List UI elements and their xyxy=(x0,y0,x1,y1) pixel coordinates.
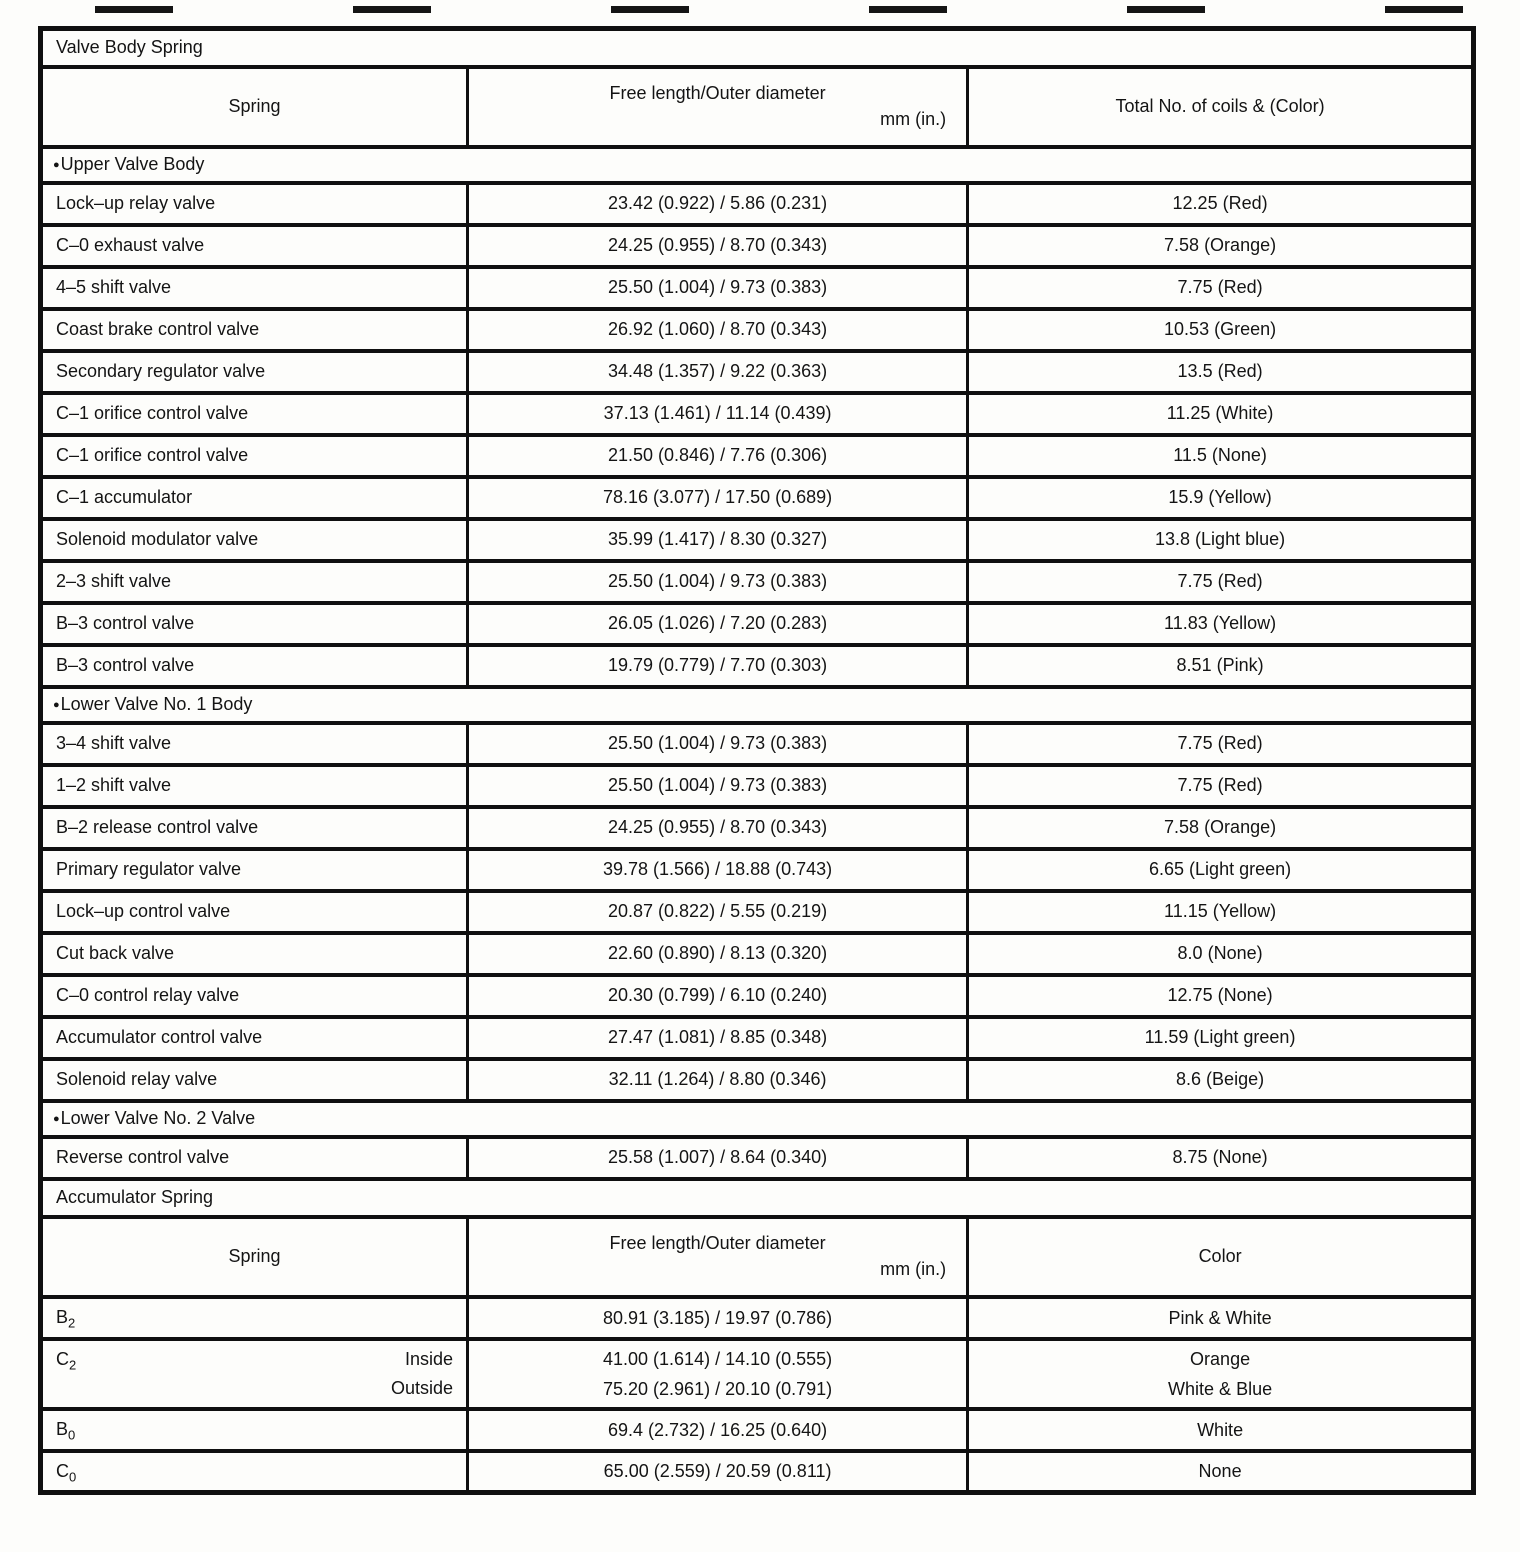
coils-color-value: 11.59 (Light green) xyxy=(968,1017,1474,1059)
accumulator-table-title: Accumulator Spring xyxy=(41,1179,1474,1217)
spring-name: Solenoid relay valve xyxy=(41,1059,468,1101)
table-row xyxy=(41,765,1474,807)
dimension-value: 75.20 (2.961) / 20.10 (0.791) xyxy=(603,1378,833,1399)
dimension-value: 22.60 (0.890) / 8.13 (0.320) xyxy=(468,933,968,975)
position-label: Outside xyxy=(390,1377,454,1398)
spring-name-cell xyxy=(41,1339,468,1409)
spring-name: 4–5 shift valve xyxy=(41,267,468,309)
table-row xyxy=(41,645,1474,687)
dimension-value: 21.50 (0.846) / 7.76 (0.306) xyxy=(468,435,968,477)
spring-letter: B xyxy=(56,1419,69,1440)
dimension-value: 35.99 (1.417) / 8.30 (0.327) xyxy=(468,519,968,561)
spring-name: C–1 orifice control valve xyxy=(41,435,468,477)
coils-color-value: 11.15 (Yellow) xyxy=(968,891,1474,933)
dimension-value: 37.13 (1.461) / 11.14 (0.439) xyxy=(468,393,968,435)
coils-color-value: 11.25 (White) xyxy=(968,393,1474,435)
header-dimension xyxy=(468,67,968,147)
section-header-row xyxy=(41,147,1474,183)
dimension-value: 26.05 (1.026) / 7.20 (0.283) xyxy=(468,603,968,645)
table-row xyxy=(41,849,1474,891)
spring-letter: C xyxy=(56,1348,69,1369)
valve-table-title: Valve Body Spring xyxy=(41,29,1474,67)
document-page xyxy=(38,26,1476,1495)
spring-name: Cut back valve xyxy=(41,933,468,975)
spring-name: 2–3 shift valve xyxy=(41,561,468,603)
dimension-value: 80.91 (3.185) / 19.97 (0.786) xyxy=(603,1307,833,1328)
position-labels xyxy=(391,1341,453,1407)
spring-name: C–1 accumulator xyxy=(41,477,468,519)
table-row xyxy=(41,561,1474,603)
header-dimension-unit: mm (in.) xyxy=(880,1259,947,1279)
spring-subscript: 2 xyxy=(69,1357,77,1373)
dimension-value: 25.50 (1.004) / 9.73 (0.383) xyxy=(468,765,968,807)
coils-color-value: 15.9 (Yellow) xyxy=(968,477,1474,519)
bullet-icon: ● xyxy=(53,1113,60,1126)
table-row xyxy=(41,225,1474,267)
dimension-value: 41.00 (1.614) / 14.10 (0.555) xyxy=(603,1348,833,1369)
coils-color-value: 8.0 (None) xyxy=(968,933,1474,975)
coils-color-value: 7.58 (Orange) xyxy=(968,807,1474,849)
table-row xyxy=(41,1339,1474,1409)
spring-name: Lock–up control valve xyxy=(41,891,468,933)
valve-table-title-row xyxy=(41,29,1474,67)
dimension-cell xyxy=(468,1409,968,1451)
header-dimension xyxy=(468,1217,968,1297)
valve-table-header-row xyxy=(41,67,1474,147)
table-row xyxy=(41,393,1474,435)
dimension-cell xyxy=(468,1297,968,1339)
coils-color-value: 10.53 (Green) xyxy=(968,309,1474,351)
spring-name: Coast brake control valve xyxy=(41,309,468,351)
spring-name: 3–4 shift valve xyxy=(41,723,468,765)
coils-color-value: 8.6 (Beige) xyxy=(968,1059,1474,1101)
dimension-value: 26.92 (1.060) / 8.70 (0.343) xyxy=(468,309,968,351)
spring-letter: C xyxy=(56,1460,69,1481)
dimension-value: 24.25 (0.955) / 8.70 (0.343) xyxy=(468,807,968,849)
dimension-value: 65.00 (2.559) / 20.59 (0.811) xyxy=(603,1461,832,1482)
coils-color-value: 7.75 (Red) xyxy=(968,561,1474,603)
coils-color-value: 7.75 (Red) xyxy=(968,267,1474,309)
spring-name: C–0 control relay valve xyxy=(41,975,468,1017)
coils-color-value: 11.5 (None) xyxy=(968,435,1474,477)
color-cell xyxy=(968,1451,1474,1493)
accumulator-table-header-row xyxy=(41,1217,1474,1297)
dimension-value: 27.47 (1.081) / 8.85 (0.348) xyxy=(468,1017,968,1059)
spring-name-cell xyxy=(41,1409,468,1451)
spring-name: B–3 control valve xyxy=(41,645,468,687)
table-row xyxy=(41,1409,1474,1451)
position-label: Inside xyxy=(404,1348,454,1369)
dimension-value: 32.11 (1.264) / 8.80 (0.346) xyxy=(468,1059,968,1101)
bullet-icon: ● xyxy=(53,699,60,712)
color-cell xyxy=(968,1409,1474,1451)
spring-name: Primary regulator valve xyxy=(41,849,468,891)
coils-color-value: 12.75 (None) xyxy=(968,975,1474,1017)
header-spring: Spring xyxy=(41,1217,468,1297)
coils-color-value: 7.58 (Orange) xyxy=(968,225,1474,267)
table-row xyxy=(41,723,1474,765)
coils-color-value: 13.8 (Light blue) xyxy=(968,519,1474,561)
spring-name: B–2 release control valve xyxy=(41,807,468,849)
dimension-value: 34.48 (1.357) / 9.22 (0.363) xyxy=(468,351,968,393)
section-label xyxy=(41,687,1474,723)
dimension-value: 25.50 (1.004) / 9.73 (0.383) xyxy=(468,561,968,603)
coils-color-value: 13.5 (Red) xyxy=(968,351,1474,393)
dimension-value: 24.25 (0.955) / 8.70 (0.343) xyxy=(468,225,968,267)
spring-name-cell xyxy=(41,1451,468,1493)
color-value: White xyxy=(1197,1419,1244,1440)
spring-name xyxy=(56,1307,76,1331)
spring-subscript: 0 xyxy=(69,1469,77,1485)
header-color: Color xyxy=(968,1217,1474,1297)
dimension-value: 23.42 (0.922) / 5.86 (0.231) xyxy=(468,183,968,225)
coils-color-value: 6.65 (Light green) xyxy=(968,849,1474,891)
dimension-value: 69.4 (2.732) / 16.25 (0.640) xyxy=(608,1419,828,1440)
scan-artifact-marks xyxy=(95,6,1490,13)
header-dimension-lines xyxy=(475,1221,960,1293)
accumulator-table-title-row xyxy=(41,1179,1474,1217)
bullet-icon: ● xyxy=(53,159,60,172)
spring-name-cell xyxy=(41,1297,468,1339)
coils-color-value: 8.75 (None) xyxy=(968,1137,1474,1179)
coils-color-value: 7.75 (Red) xyxy=(968,723,1474,765)
table-row xyxy=(41,309,1474,351)
color-value: Pink & White xyxy=(1168,1307,1272,1328)
dimension-value: 78.16 (3.077) / 17.50 (0.689) xyxy=(468,477,968,519)
coils-color-value: 7.75 (Red) xyxy=(968,765,1474,807)
spring-name: B–3 control valve xyxy=(41,603,468,645)
table-row xyxy=(41,267,1474,309)
dimension-value: 20.87 (0.822) / 5.55 (0.219) xyxy=(468,891,968,933)
table-row xyxy=(41,435,1474,477)
header-spring: Spring xyxy=(41,67,468,147)
spring-name: Secondary regulator valve xyxy=(41,351,468,393)
dimension-cell xyxy=(468,1339,968,1409)
spring-subscript: 0 xyxy=(68,1427,76,1443)
table-row xyxy=(41,603,1474,645)
table-row xyxy=(41,477,1474,519)
table-row xyxy=(41,183,1474,225)
table-row xyxy=(41,1297,1474,1339)
header-coils-color: Total No. of coils & (Color) xyxy=(968,67,1474,147)
dimension-value: 39.78 (1.566) / 18.88 (0.743) xyxy=(468,849,968,891)
section-label xyxy=(41,147,1474,183)
header-dimension-lines xyxy=(475,71,960,143)
spring-name xyxy=(56,1419,76,1443)
section-label-text: Lower Valve No. 2 Valve xyxy=(60,1108,256,1129)
section-header-row xyxy=(41,687,1474,723)
dimension-value: 25.58 (1.007) / 8.64 (0.340) xyxy=(468,1137,968,1179)
spring-name: Solenoid modulator valve xyxy=(41,519,468,561)
dimension-value: 20.30 (0.799) / 6.10 (0.240) xyxy=(468,975,968,1017)
color-cell xyxy=(968,1339,1474,1409)
dimension-value: 25.50 (1.004) / 9.73 (0.383) xyxy=(468,723,968,765)
header-dimension-label: Free length/Outer diameter xyxy=(609,1233,826,1254)
coils-color-value: 12.25 (Red) xyxy=(968,183,1474,225)
color-cell xyxy=(968,1297,1474,1339)
section-header-row xyxy=(41,1101,1474,1137)
table-row xyxy=(41,891,1474,933)
spring-name: Reverse control valve xyxy=(41,1137,468,1179)
spring-subscript: 2 xyxy=(68,1315,76,1331)
table-row xyxy=(41,975,1474,1017)
table-row xyxy=(41,933,1474,975)
table-row xyxy=(41,1059,1474,1101)
table-row xyxy=(41,1137,1474,1179)
spring-spec-table xyxy=(38,26,1476,1495)
header-dimension-unit: mm (in.) xyxy=(880,109,947,129)
section-label-text: Lower Valve No. 1 Body xyxy=(60,694,253,715)
color-value: None xyxy=(1198,1461,1242,1482)
header-dimension-label: Free length/Outer diameter xyxy=(609,83,826,104)
table-row xyxy=(41,351,1474,393)
dimension-cell xyxy=(468,1451,968,1493)
table-row xyxy=(41,519,1474,561)
spring-name xyxy=(56,1460,77,1485)
coils-color-value: 11.83 (Yellow) xyxy=(968,603,1474,645)
spring-name xyxy=(56,1348,77,1373)
table-row xyxy=(41,1017,1474,1059)
color-value: White & Blue xyxy=(1168,1378,1273,1399)
spring-name: Lock–up relay valve xyxy=(41,183,468,225)
coils-color-value: 8.51 (Pink) xyxy=(968,645,1474,687)
section-label xyxy=(41,1101,1474,1137)
section-label-text: Upper Valve Body xyxy=(60,154,205,175)
dimension-value: 19.79 (0.779) / 7.70 (0.303) xyxy=(468,645,968,687)
spring-name: C–1 orifice control valve xyxy=(41,393,468,435)
color-value: Orange xyxy=(1190,1348,1251,1369)
dimension-value: 25.50 (1.004) / 9.73 (0.383) xyxy=(468,267,968,309)
spring-name: 1–2 shift valve xyxy=(41,765,468,807)
spring-letter: B xyxy=(56,1307,69,1328)
spring-name: Accumulator control valve xyxy=(41,1017,468,1059)
spring-name: C–0 exhaust valve xyxy=(41,225,468,267)
table-row xyxy=(41,807,1474,849)
table-row xyxy=(41,1451,1474,1493)
